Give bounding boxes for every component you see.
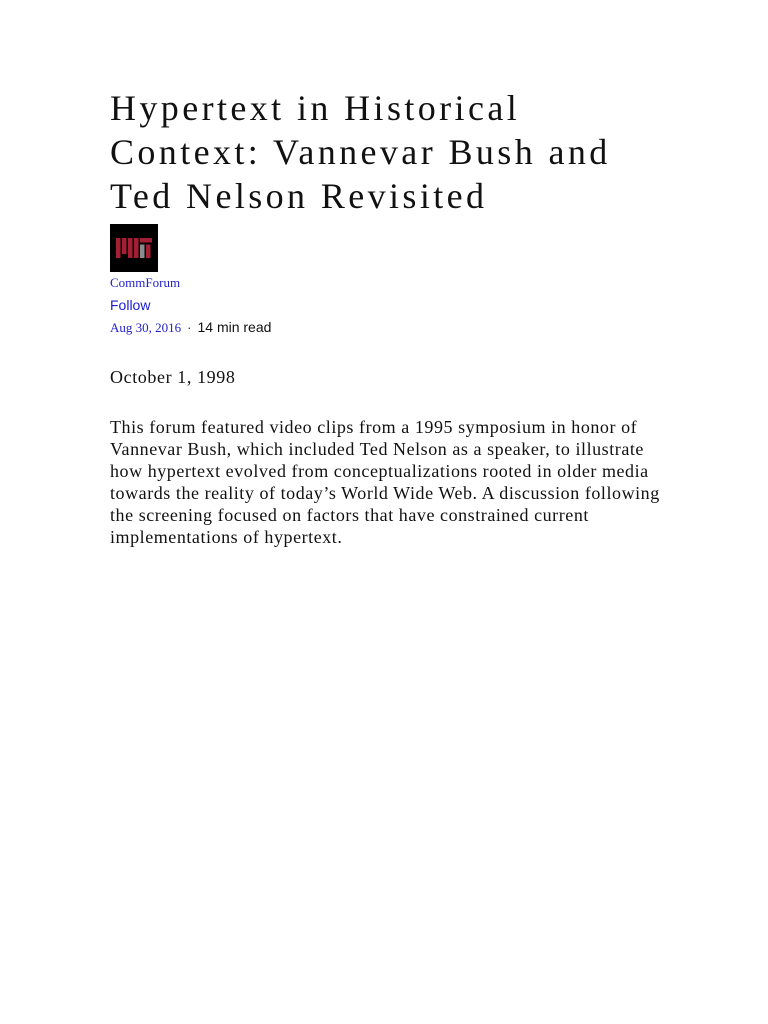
article-title: Hypertext in Historical Context: Vannevar Bush and Ted Nelson Revisited xyxy=(110,88,611,216)
article-dateline: October 1, 1998 xyxy=(110,367,236,387)
author-avatar[interactable] xyxy=(110,224,158,272)
follow-button[interactable]: Follow xyxy=(110,297,151,313)
mit-logo-icon xyxy=(110,224,158,272)
article-paragraph: This forum featured video clips from a 1995 symposium in honor of Vannevar Bush, which included Ted Nelson as a speaker, to illustrate how hypertext evolved from conceptualizations rooted in older media towards the reality of today’s World Wide Web. A discussion following the screening focused on factors that have constrained current implementations of hypertext. xyxy=(110,417,660,547)
article-container xyxy=(110,86,670,566)
meta-separator: · xyxy=(187,320,192,335)
article-meta xyxy=(110,319,670,336)
read-time: 14 min read xyxy=(197,319,272,335)
publish-date-link[interactable]: Aug 30, 2016 xyxy=(110,320,182,335)
author-link[interactable]: CommForum xyxy=(110,275,181,290)
